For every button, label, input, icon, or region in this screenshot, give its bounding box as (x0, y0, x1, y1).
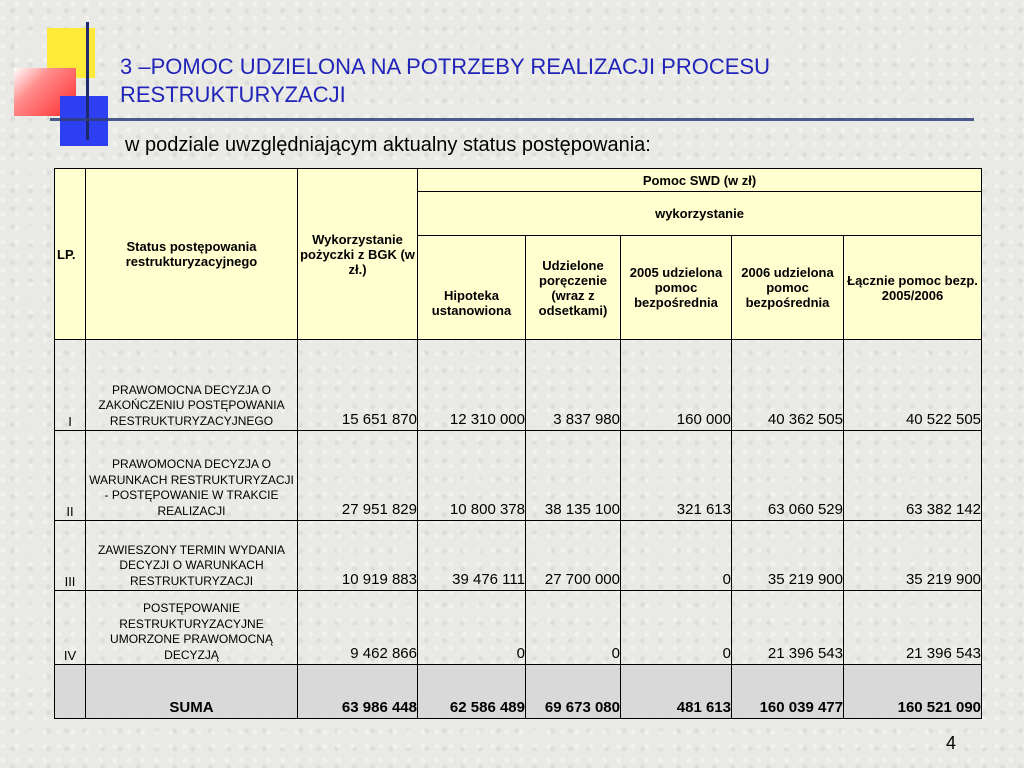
row-status: PRAWOMOCNA DECYZJA O WARUNKACH RESTRUKTURYZACJI - POSTĘPOWANIE W TRAKCIE REALIZACJI (86, 431, 298, 521)
sum-2005: 481 613 (621, 665, 732, 719)
table-row (55, 340, 982, 431)
row-status: PRAWOMOCNA DECYZJA O ZAKOŃCZENIU POSTĘPOWANIA RESTRUKTURYZACYJNEGO (86, 340, 298, 431)
row-hipoteka: 39 476 111 (418, 521, 526, 591)
slide-title: 3 –POMOC UDZIELONA NA POTRZEBY REALIZACJI PROCESU RESTRUKTURYZACJI (120, 54, 770, 107)
row-2005: 160 000 (621, 340, 732, 431)
row-lp: I (55, 340, 86, 431)
sum-bgk: 63 986 448 (298, 665, 418, 719)
header-wykorzystanie: wykorzystanie (418, 192, 982, 236)
row-lp: IV (55, 591, 86, 665)
header-pomoc-swd: Pomoc SWD (w zł) (418, 169, 982, 192)
row-lp: III (55, 521, 86, 591)
table-row (55, 431, 982, 521)
row-lacznie: 63 382 142 (844, 431, 982, 521)
row-hipoteka: 0 (418, 591, 526, 665)
page-number: 4 (946, 733, 957, 753)
row-2006: 63 060 529 (732, 431, 844, 521)
header-bgk: Wykorzystanie pożyczki z BGK (w zł.) (298, 169, 418, 340)
row-hipoteka: 10 800 378 (418, 431, 526, 521)
decor-blue-square (60, 96, 108, 146)
row-status: POSTĘPOWANIE RESTRUKTURYZACYJNE UMORZONE PRAWOMOCNĄ DECYZJĄ (86, 591, 298, 665)
sum-lacznie: 160 521 090 (844, 665, 982, 719)
row-2006: 40 362 505 (732, 340, 844, 431)
row-lacznie: 35 219 900 (844, 521, 982, 591)
row-bgk: 15 651 870 (298, 340, 418, 431)
row-bgk: 9 462 866 (298, 591, 418, 665)
row-status: ZAWIESZONY TERMIN WYDANIA DECYZJI O WARUNKACH RESTRUKTURYZACJI (86, 521, 298, 591)
row-poreczenie: 3 837 980 (526, 340, 621, 431)
aid-table (54, 168, 982, 719)
slide-subtitle: w podziale uwzględniającym aktualny status postępowania: (125, 134, 651, 156)
header-2005: 2005 udzielona pomoc bezpośrednia (621, 236, 732, 340)
row-2005: 321 613 (621, 431, 732, 521)
row-poreczenie: 0 (526, 591, 621, 665)
table-row (55, 591, 982, 665)
row-2006: 35 219 900 (732, 521, 844, 591)
sum-2006: 160 039 477 (732, 665, 844, 719)
sum-row (55, 665, 982, 719)
sum-poreczenie: 69 673 080 (526, 665, 621, 719)
header-hipoteka: Hipoteka ustanowiona (418, 236, 526, 340)
row-poreczenie: 38 135 100 (526, 431, 621, 521)
row-lacznie: 40 522 505 (844, 340, 982, 431)
row-bgk: 10 919 883 (298, 521, 418, 591)
header-lp: LP. (55, 169, 86, 340)
row-hipoteka: 12 310 000 (418, 340, 526, 431)
header-lacznie: Łącznie pomoc bezp. 2005/2006 (844, 236, 982, 340)
row-2006: 21 396 543 (732, 591, 844, 665)
decor-vertical-line (86, 22, 89, 140)
row-2005: 0 (621, 591, 732, 665)
header-2006: 2006 udzielona pomoc bezpośrednia (732, 236, 844, 340)
sum-hipoteka: 62 586 489 (418, 665, 526, 719)
row-lacznie: 21 396 543 (844, 591, 982, 665)
row-poreczenie: 27 700 000 (526, 521, 621, 591)
table-row (55, 521, 982, 591)
row-2005: 0 (621, 521, 732, 591)
sum-lp-blank (55, 665, 86, 719)
header-poreczenie: Udzielone poręczenie (wraz z odsetkami) (526, 236, 621, 340)
row-lp: II (55, 431, 86, 521)
row-bgk: 27 951 829 (298, 431, 418, 521)
decor-horizontal-line (50, 118, 974, 121)
header-status: Status postępowania restrukturyzacyjnego (86, 169, 298, 340)
sum-label: SUMA (86, 665, 298, 719)
